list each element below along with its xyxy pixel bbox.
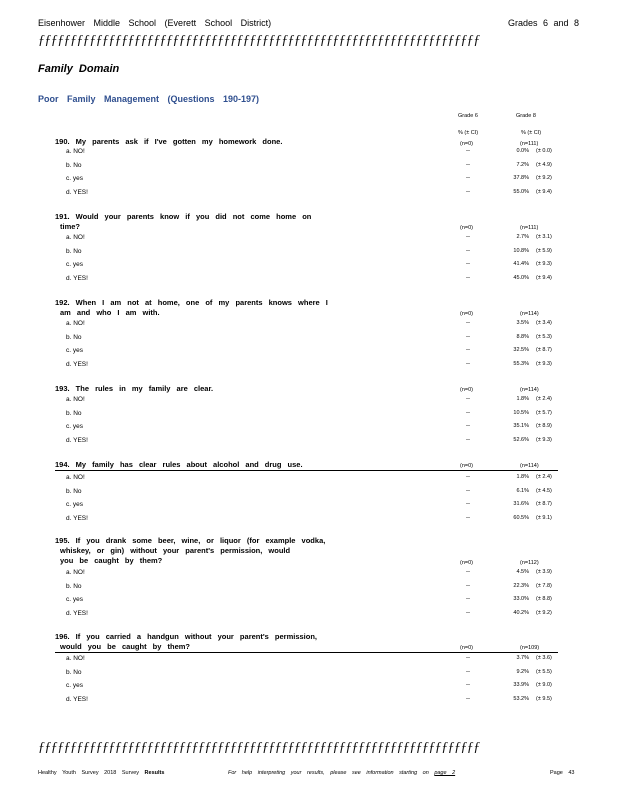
sample-size-grade8: (n=112) bbox=[520, 560, 539, 566]
sample-size-grade8: (n=114) bbox=[520, 311, 539, 317]
grade8-confidence-interval: (± 5.5) bbox=[536, 669, 552, 675]
decorative-divider-top: ƒƒƒƒƒƒƒƒƒƒƒƒƒƒƒƒƒƒƒƒƒƒƒƒƒƒƒƒƒƒƒƒƒƒƒƒƒƒƒƒƒƒƒƒƒƒƒƒƒƒƒƒƒƒƒƒƒƒƒƒƒƒƒƒƒƒƒƒƒ bbox=[38, 33, 480, 48]
grade8-percent: 10.8% bbox=[513, 248, 529, 254]
answer-option-label: c. yes bbox=[66, 501, 83, 508]
section-title: Poor Family Management (Questions 190-197) bbox=[38, 94, 260, 104]
question-title-line: 194. My family has clear rules about alcohol and drug use. bbox=[55, 460, 303, 469]
grade8-confidence-interval: (± 4.5) bbox=[536, 488, 552, 494]
grade6-value: -- bbox=[466, 515, 470, 521]
footer-survey-prefix: Healthy Youth Survey 2018 Survey bbox=[38, 770, 140, 776]
grade8-percent: 53.2% bbox=[513, 696, 529, 702]
question-title bbox=[55, 632, 317, 652]
grade6-value: -- bbox=[466, 234, 470, 240]
grade8-confidence-interval: (± 5.9) bbox=[536, 248, 552, 254]
answer-option-label: d. YES! bbox=[66, 189, 88, 196]
grade8-percent: 10.5% bbox=[513, 410, 529, 416]
grade6-value: -- bbox=[466, 437, 470, 443]
grade8-percent: 32.5% bbox=[513, 347, 529, 353]
answer-option-label: a. NO! bbox=[66, 655, 85, 662]
grade8-confidence-interval: (± 8.7) bbox=[536, 347, 552, 353]
question-title-line: would you be caught by them? bbox=[60, 642, 191, 651]
answer-option-label: c. yes bbox=[66, 682, 83, 689]
grade6-value: -- bbox=[466, 148, 470, 154]
grade8-percent: 6.1% bbox=[516, 488, 529, 494]
grade8-confidence-interval: (± 7.8) bbox=[536, 583, 552, 589]
answer-option-label: a. NO! bbox=[66, 396, 85, 403]
sample-size-grade6: (n=0) bbox=[460, 463, 473, 469]
footer-survey-name bbox=[38, 770, 164, 776]
grade8-percent: 0.0% bbox=[516, 148, 529, 154]
answer-option-label: a. NO! bbox=[66, 234, 85, 241]
grade8-confidence-interval: (± 8.8) bbox=[536, 596, 552, 602]
answer-option-label: a. NO! bbox=[66, 320, 85, 327]
grade6-value: -- bbox=[466, 396, 470, 402]
answer-option-label: c. yes bbox=[66, 175, 83, 182]
grade6-value: -- bbox=[466, 423, 470, 429]
sample-size-grade8: (n=114) bbox=[520, 463, 539, 469]
grade8-confidence-interval: (± 9.3) bbox=[536, 437, 552, 443]
grade6-value: -- bbox=[466, 175, 470, 181]
grade8-confidence-interval: (± 9.3) bbox=[536, 261, 552, 267]
grade6-value: -- bbox=[466, 569, 470, 575]
column-stat-grade6: % (± CI) bbox=[458, 130, 479, 136]
question-title bbox=[55, 212, 311, 232]
grade6-value: -- bbox=[466, 488, 470, 494]
sample-size-grade8: (n=111) bbox=[520, 141, 539, 147]
grade8-percent: 3.7% bbox=[516, 655, 529, 661]
grade8-confidence-interval: (± 4.9) bbox=[536, 162, 552, 168]
question-title-line: 196. If you carried a handgun without your parent's permission, bbox=[55, 632, 317, 641]
grade6-value: -- bbox=[466, 501, 470, 507]
grade6-value: -- bbox=[466, 682, 470, 688]
footer-help-prefix: For help interpreting your results, please see information starting on bbox=[228, 770, 429, 776]
question-title bbox=[55, 298, 328, 318]
answer-option-label: b. No bbox=[66, 334, 82, 341]
sample-size-grade8: (n=114) bbox=[520, 387, 539, 393]
footer-help-link[interactable]: page 2 bbox=[434, 770, 456, 776]
question-title bbox=[55, 460, 303, 470]
answer-option-label: a. NO! bbox=[66, 474, 85, 481]
grade8-percent: 45.0% bbox=[513, 275, 529, 281]
sample-size-grade8: (n=109) bbox=[520, 645, 540, 651]
answer-option-label: d. YES! bbox=[66, 696, 88, 703]
answer-option-label: d. YES! bbox=[66, 437, 88, 444]
sample-size-grade6: (n=0) bbox=[460, 225, 473, 231]
question-title-line: you be caught by them? bbox=[60, 556, 163, 565]
question-title-line: am and who I am with. bbox=[60, 308, 160, 317]
grade8-percent: 3.5% bbox=[516, 320, 529, 326]
grade8-percent: 4.5% bbox=[516, 569, 529, 575]
grade8-confidence-interval: (± 3.6) bbox=[536, 655, 552, 661]
answer-option-label: c. yes bbox=[66, 423, 83, 430]
sample-size-grade6: (n=0) bbox=[460, 141, 473, 147]
answer-option-label: d. YES! bbox=[66, 610, 88, 617]
grade8-percent: 37.8% bbox=[513, 175, 529, 181]
grade6-value: -- bbox=[466, 248, 470, 254]
grade8-percent: 55.3% bbox=[513, 361, 529, 367]
grade6-value: -- bbox=[466, 261, 470, 267]
grade8-confidence-interval: (± 3.9) bbox=[536, 569, 552, 575]
grade8-confidence-interval: (± 9.5) bbox=[536, 696, 552, 702]
answer-option-label: b. No bbox=[66, 248, 82, 255]
grade8-percent: 55.0% bbox=[513, 189, 529, 195]
grade8-percent: 8.8% bbox=[516, 334, 529, 340]
grade8-confidence-interval: (± 9.2) bbox=[536, 610, 552, 616]
answer-option-label: b. No bbox=[66, 583, 82, 590]
grade8-percent: 7.2% bbox=[516, 162, 529, 168]
grade6-value: -- bbox=[466, 334, 470, 340]
grade6-value: -- bbox=[466, 347, 470, 353]
grade8-confidence-interval: (± 3.1) bbox=[536, 234, 552, 240]
grade8-percent: 9.2% bbox=[516, 669, 529, 675]
domain-title: Family Domain bbox=[38, 63, 120, 75]
column-header-grade8: Grade 8 bbox=[516, 113, 536, 119]
grade6-value: -- bbox=[466, 669, 470, 675]
decorative-divider-bottom: ƒƒƒƒƒƒƒƒƒƒƒƒƒƒƒƒƒƒƒƒƒƒƒƒƒƒƒƒƒƒƒƒƒƒƒƒƒƒƒƒƒƒƒƒƒƒƒƒƒƒƒƒƒƒƒƒƒƒƒƒƒƒƒƒƒƒƒƒƒ bbox=[38, 740, 480, 755]
question-title-line: 191. Would your parents know if you did not come home on bbox=[55, 212, 312, 221]
question-divider bbox=[55, 470, 558, 471]
answer-option-label: b. No bbox=[66, 488, 82, 495]
answer-option-label: a. NO! bbox=[66, 569, 85, 576]
footer-survey-results: Results bbox=[144, 770, 165, 776]
grade6-value: -- bbox=[466, 189, 470, 195]
answer-option-label: b. No bbox=[66, 162, 82, 169]
grade8-percent: 2.7% bbox=[516, 234, 529, 240]
sample-size-grade6: (n=0) bbox=[460, 560, 473, 566]
grade8-percent: 35.1% bbox=[513, 423, 529, 429]
question-title-line: 190. My parents ask if I've gotten my homework done. bbox=[55, 137, 283, 146]
answer-option-label: b. No bbox=[66, 410, 82, 417]
grade6-value: -- bbox=[466, 320, 470, 326]
grade8-percent: 33.9% bbox=[513, 682, 529, 688]
question-title-line: time? bbox=[60, 222, 81, 231]
question-title-line: 193. The rules in my family are clear. bbox=[55, 384, 214, 393]
grade8-confidence-interval: (± 8.7) bbox=[536, 501, 552, 507]
report-header-grades: Grades 6 and 8 bbox=[508, 18, 580, 28]
question-divider bbox=[55, 652, 558, 653]
grade8-confidence-interval: (± 9.1) bbox=[536, 515, 552, 521]
grade6-value: -- bbox=[466, 583, 470, 589]
grade8-confidence-interval: (± 0.0) bbox=[536, 148, 552, 154]
report-header-school: Eisenhower Middle School (Everett School District) bbox=[38, 18, 272, 28]
grade8-percent: 33.0% bbox=[513, 596, 529, 602]
question-title-line: 192. When I am not at home, one of my parents knows where I bbox=[55, 298, 328, 307]
grade6-value: -- bbox=[466, 361, 470, 367]
answer-option-label: d. YES! bbox=[66, 515, 88, 522]
answer-option-label: c. yes bbox=[66, 261, 83, 268]
answer-option-label: b. No bbox=[66, 669, 82, 676]
sample-size-grade6: (n=0) bbox=[460, 311, 473, 317]
grade8-confidence-interval: (± 9.2) bbox=[536, 175, 552, 181]
grade8-percent: 52.6% bbox=[513, 437, 529, 443]
grade8-percent: 41.4% bbox=[513, 261, 529, 267]
grade6-value: -- bbox=[466, 655, 470, 661]
answer-option-label: d. YES! bbox=[66, 361, 88, 368]
grade8-confidence-interval: (± 2.4) bbox=[536, 396, 552, 402]
grade6-value: -- bbox=[466, 410, 470, 416]
answer-option-label: c. yes bbox=[66, 596, 83, 603]
column-stat-grade8: % (± CI) bbox=[521, 130, 542, 136]
grade6-value: -- bbox=[466, 162, 470, 168]
grade8-confidence-interval: (± 2.4) bbox=[536, 474, 552, 480]
grade6-value: -- bbox=[466, 275, 470, 281]
question-title bbox=[55, 137, 282, 147]
grade8-percent: 1.8% bbox=[516, 396, 529, 402]
grade6-value: -- bbox=[466, 696, 470, 702]
grade8-confidence-interval: (± 8.9) bbox=[536, 423, 552, 429]
grade6-value: -- bbox=[466, 610, 470, 616]
grade6-value: -- bbox=[466, 474, 470, 480]
grade8-confidence-interval: (± 5.7) bbox=[536, 410, 552, 416]
grade6-value: -- bbox=[466, 596, 470, 602]
question-title bbox=[55, 384, 213, 394]
grade8-percent: 40.2% bbox=[513, 610, 529, 616]
grade8-confidence-interval: (± 9.4) bbox=[536, 275, 552, 281]
grade8-percent: 1.8% bbox=[516, 474, 529, 480]
grade8-percent: 60.5% bbox=[513, 515, 529, 521]
column-header-grade6: Grade 6 bbox=[458, 113, 478, 119]
grade8-confidence-interval: (± 9.3) bbox=[536, 361, 552, 367]
footer-help-text bbox=[228, 770, 455, 776]
grade8-percent: 31.6% bbox=[513, 501, 529, 507]
sample-size-grade6: (n=0) bbox=[460, 387, 473, 393]
footer-page-number: Page 43 bbox=[550, 770, 575, 776]
grade8-confidence-interval: (± 5.3) bbox=[536, 334, 552, 340]
grade8-confidence-interval: (± 3.4) bbox=[536, 320, 552, 326]
sample-size-grade6: (n=0) bbox=[460, 645, 473, 651]
question-title-line: whiskey, or gin) without your parent's permission, would bbox=[60, 546, 291, 555]
answer-option-label: c. yes bbox=[66, 347, 83, 354]
question-title-line: 195. If you drank some beer, wine, or liquor (for example vodka, bbox=[55, 536, 326, 545]
sample-size-grade8: (n=111) bbox=[520, 225, 539, 231]
question-title bbox=[55, 536, 325, 566]
answer-option-label: d. YES! bbox=[66, 275, 88, 282]
answer-option-label: a. NO! bbox=[66, 148, 85, 155]
grade8-confidence-interval: (± 9.0) bbox=[536, 682, 552, 688]
grade8-confidence-interval: (± 9.4) bbox=[536, 189, 552, 195]
grade8-percent: 22.3% bbox=[513, 583, 529, 589]
